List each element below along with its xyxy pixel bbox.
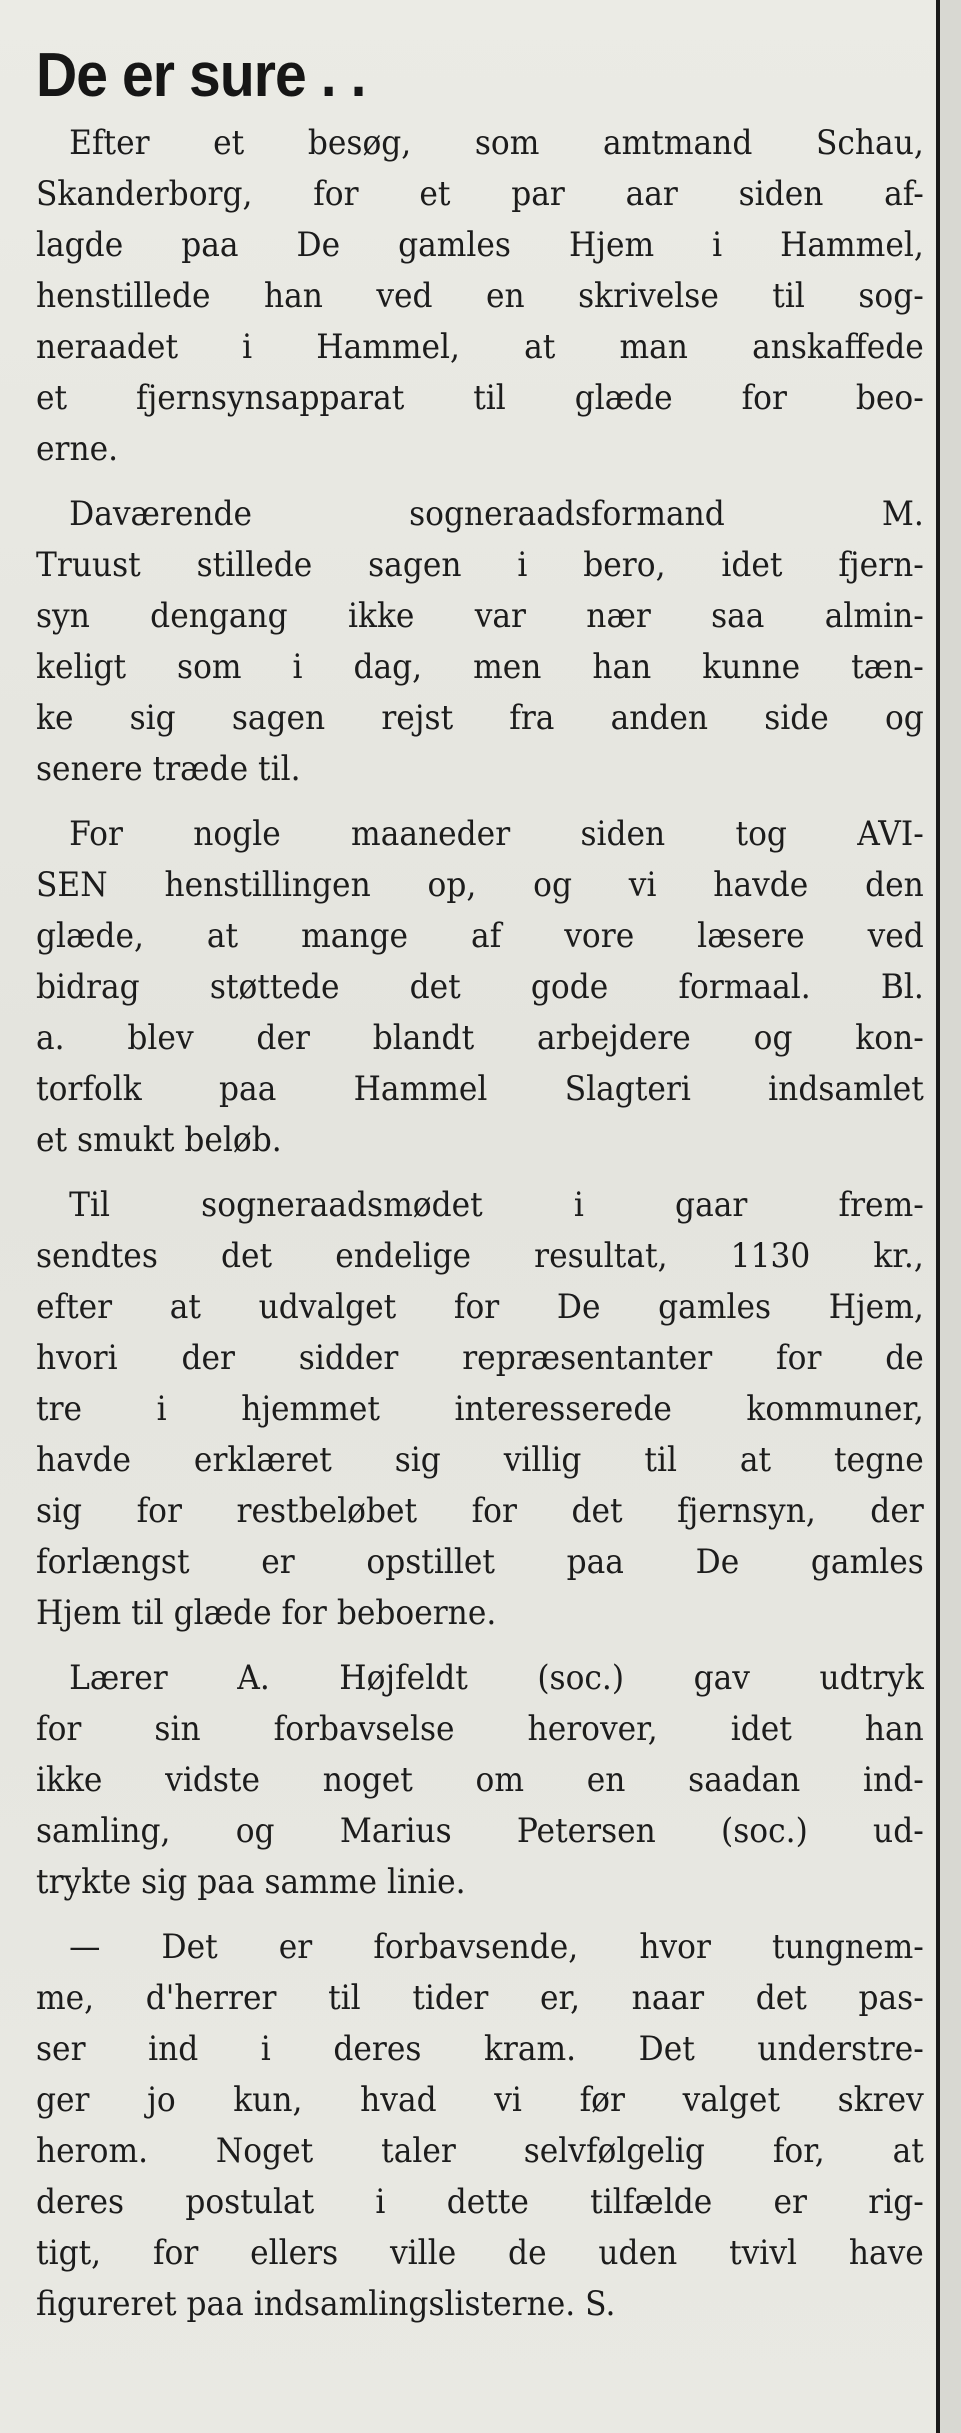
text-line: herom. Noget taler selvfølgelig for, at — [36, 2131, 924, 2171]
text-line: forlængst er opstillet paa De gamles — [36, 1542, 924, 1582]
text-line: glæde, at mange af vore læsere ved — [36, 916, 924, 956]
text-line: trykte sig paa samme linie. — [36, 1862, 466, 1902]
text-line: Hjem til glæde for beboerne. — [36, 1593, 497, 1633]
text-line: ser ind i deres kram. Det understre- — [36, 2029, 924, 2069]
text-line: me, d'herrer til tider er, naar det pas- — [36, 1978, 924, 2018]
text-line: syn dengang ikke var nær saa almin- — [36, 596, 924, 636]
headline: De er sure . . — [36, 41, 366, 110]
text-line: Daværende sogneraadsformand M. — [69, 494, 924, 534]
text-line: Efter et besøg, som amtmand Schau, — [69, 123, 924, 163]
text-line: et fjernsynsapparat til glæde for beo- — [36, 378, 924, 418]
text-line: tigt, for ellers ville de uden tvivl have — [36, 2233, 924, 2273]
text-line: torfolk paa Hammel Slagteri indsamlet — [36, 1069, 924, 1109]
article-paragraph — [36, 1653, 924, 1908]
text-line: ke sig sagen rejst fra anden side og — [36, 698, 924, 738]
text-line: a. blev der blandt arbejdere og kon- — [36, 1018, 924, 1058]
text-line: For nogle maaneder siden tog AVI- — [69, 814, 924, 854]
text-line: havde erklæret sig villig til at tegne — [36, 1440, 924, 1480]
text-line: sig for restbeløbet for det fjernsyn, der — [36, 1491, 924, 1531]
text-line: bidrag støttede det gode formaal. Bl. — [36, 967, 924, 1007]
text-line: neraadet i Hammel, at man anskaffede — [36, 327, 924, 367]
text-line: Skanderborg, for et par aar siden af- — [36, 174, 924, 214]
text-line: lagde paa De gamles Hjem i Hammel, — [36, 225, 924, 265]
article-paragraph — [36, 1922, 924, 2330]
text-line: efter at udvalget for De gamles Hjem, — [36, 1287, 924, 1327]
text-line: erne. — [36, 429, 119, 469]
text-line: Lærer A. Højfeldt (soc.) gav udtryk — [69, 1658, 924, 1698]
article-body — [36, 118, 924, 2344]
text-line: samling, og Marius Petersen (soc.) ud- — [36, 1811, 924, 1851]
text-line: henstillede han ved en skrivelse til sog- — [36, 276, 924, 316]
text-line: figureret paa indsamlingslisterne. S. — [36, 2284, 616, 2324]
text-line: et smukt beløb. — [36, 1120, 282, 1160]
text-line: sendtes det endelige resultat, 1130 kr., — [36, 1236, 924, 1276]
text-line: hvori der sidder repræsentanter for de — [36, 1338, 924, 1378]
text-line: ger jo kun, hvad vi før valget skrev — [36, 2080, 924, 2120]
text-line: Truust stillede sagen i bero, idet fjern- — [36, 545, 924, 585]
article-paragraph — [36, 1180, 924, 1639]
text-line: SEN henstillingen op, og vi havde den — [36, 865, 924, 905]
text-line: deres postulat i dette tilfælde er rig- — [36, 2182, 924, 2222]
article-paragraph — [36, 809, 924, 1166]
text-line: ikke vidste noget om en saadan ind- — [36, 1760, 924, 1800]
adjacent-column-margin — [940, 0, 961, 2433]
text-line: — Det er forbavsende, hvor tungnem- — [69, 1927, 924, 1967]
text-line: for sin forbavselse herover, idet han — [36, 1709, 924, 1749]
article-paragraph — [36, 489, 924, 795]
text-line: senere træde til. — [36, 749, 301, 789]
article-paragraph — [36, 118, 924, 475]
text-line: keligt som i dag, men han kunne tæn- — [36, 647, 924, 687]
text-line: tre i hjemmet interesserede kommuner, — [36, 1389, 924, 1429]
text-line: Til sogneraadsmødet i gaar frem- — [69, 1185, 924, 1225]
